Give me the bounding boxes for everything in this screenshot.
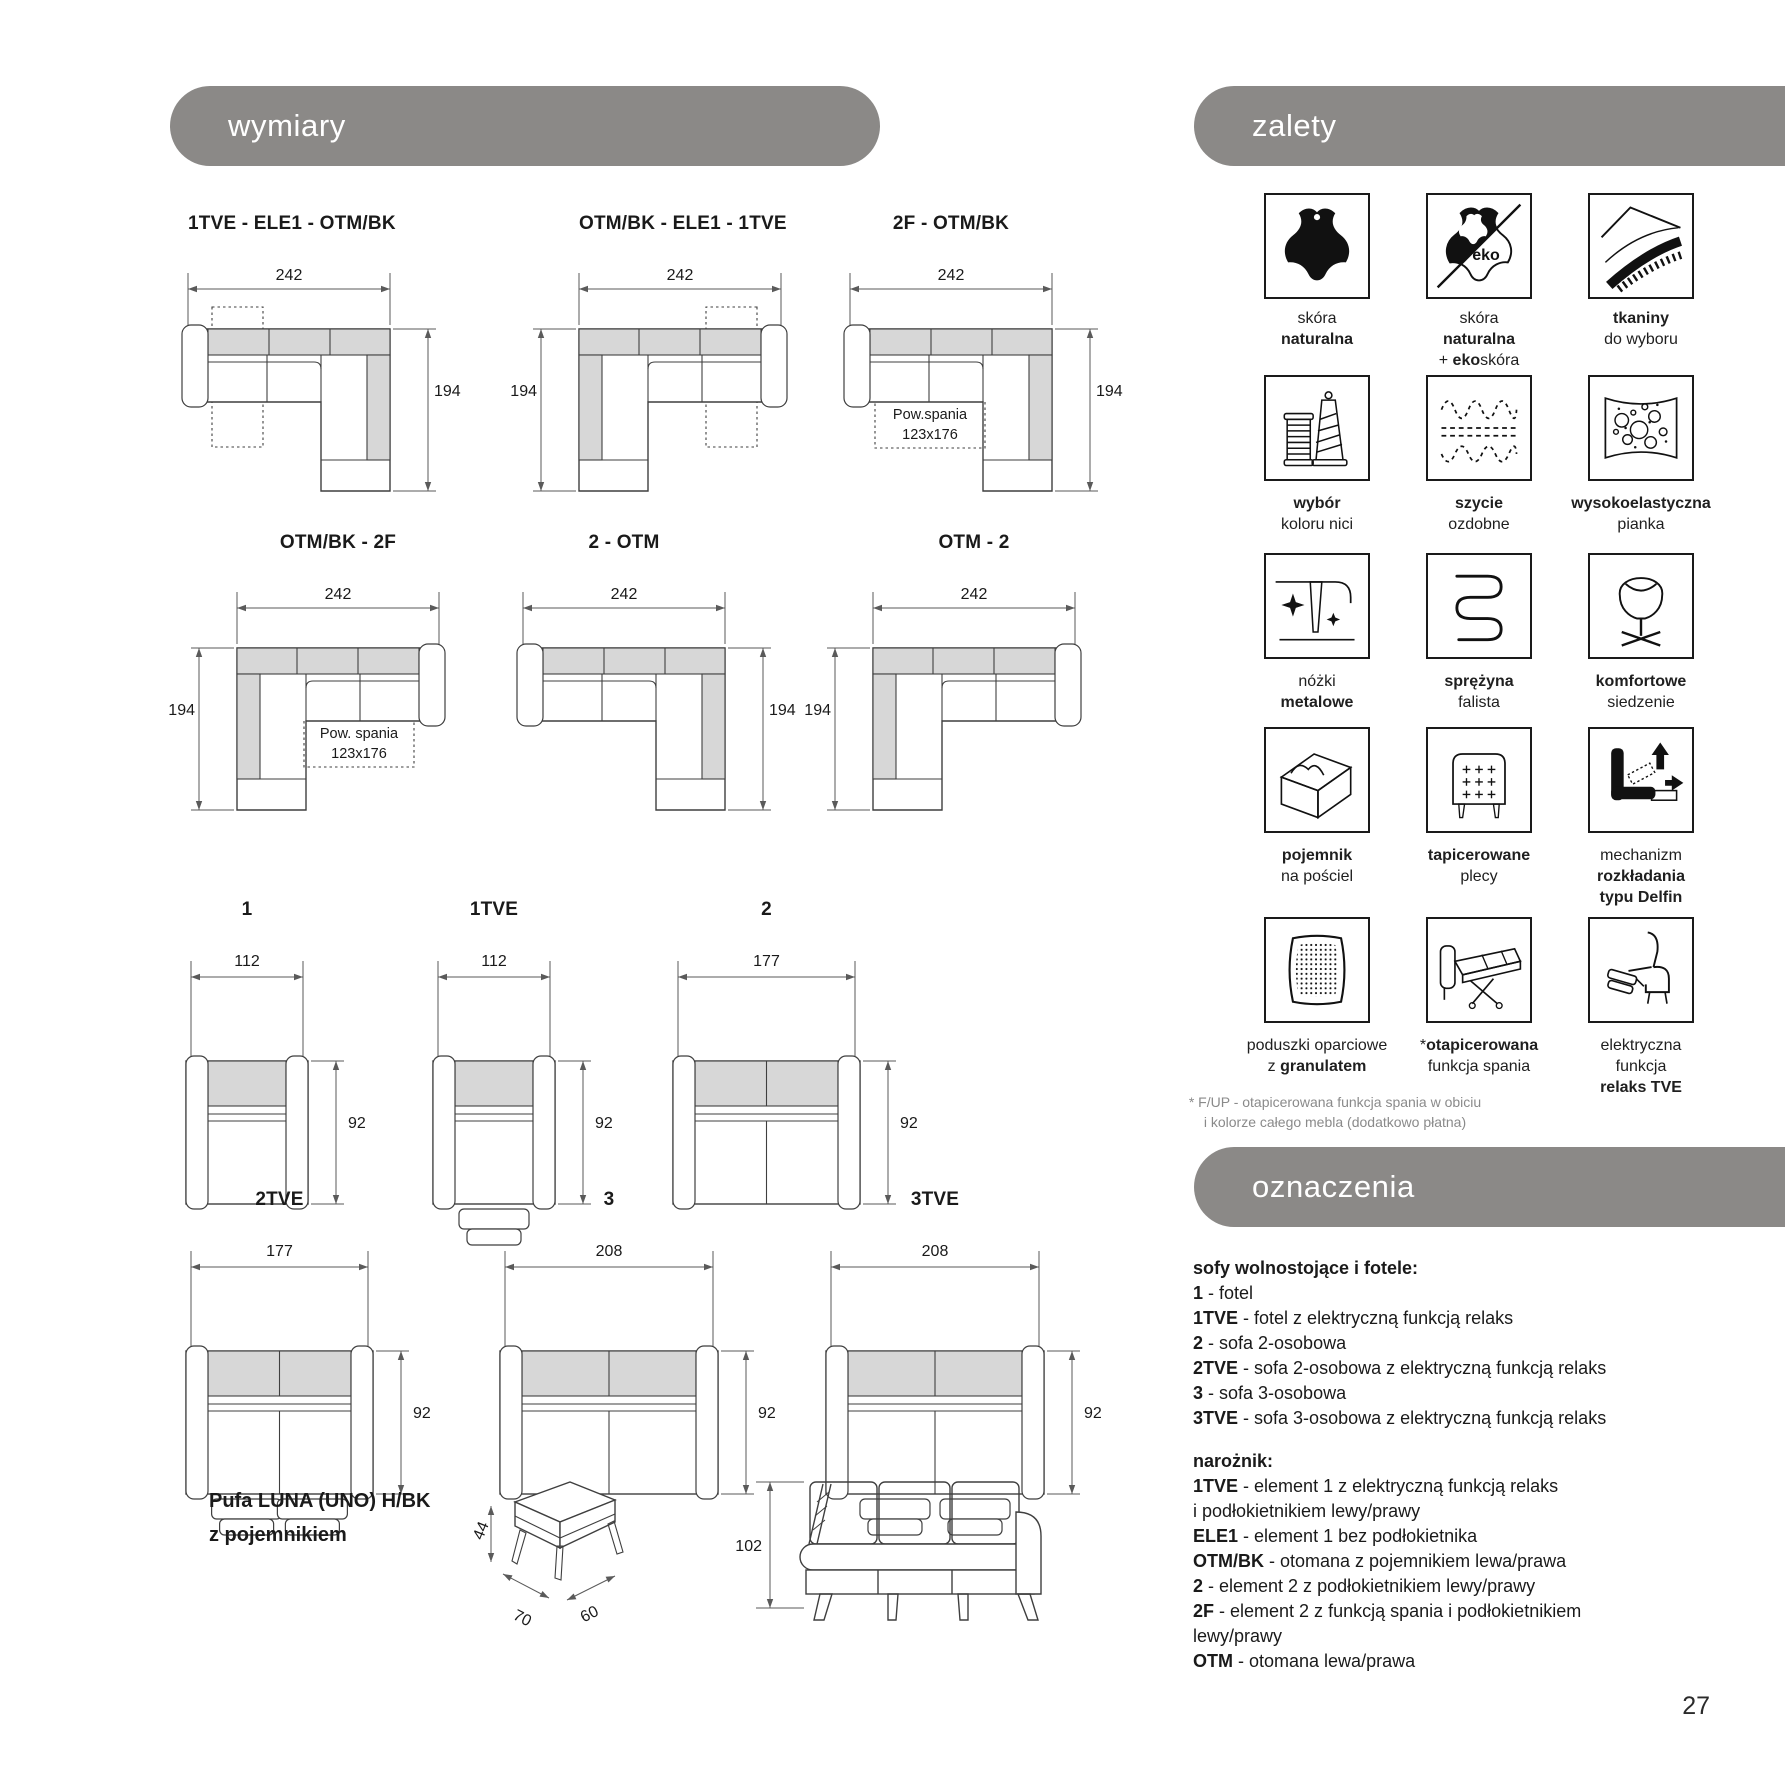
dim-width-label: 242 <box>324 586 352 603</box>
icon-label-skora-eko: skóra naturalna + ekoskóra <box>1438 310 1520 369</box>
dim-height-label: 92 <box>595 1115 613 1132</box>
dim-height-label: 92 <box>758 1405 776 1422</box>
icon-label-pianka: wysokoelastyczna pianka <box>1571 495 1711 533</box>
wymiary-header-label: wymiary <box>228 108 346 143</box>
sprezyna-falista-icon <box>1426 553 1532 659</box>
dim-height-label: 92 <box>1084 1405 1102 1422</box>
legend-line: 2TVE - sofa 2-osobowa z elektryczną funkcją relaks <box>1193 1358 1607 1378</box>
icon-label-pojemnik: pojemnik na pościel <box>1280 847 1354 885</box>
icon-label-relaks: elektryczna funkcja relaks TVE <box>1600 1037 1682 1096</box>
diagram-title: 1TVE <box>469 899 519 920</box>
icon-label-szycie: szycie ozdobne <box>1448 495 1510 533</box>
wymiary-header <box>170 86 880 166</box>
diagram-drawing <box>121 534 451 829</box>
diagram-drawing <box>757 534 1087 829</box>
dim-width-label: 177 <box>266 1243 293 1260</box>
legend-line: narożnik: <box>1193 1451 1274 1471</box>
poduszki-granulat-icon <box>1264 917 1370 1023</box>
dim-width-label: 242 <box>937 267 965 284</box>
diagram-title: 3 <box>603 1189 615 1210</box>
diagram-otm-2 <box>757 534 1087 829</box>
relaks-tve-icon <box>1588 917 1694 1023</box>
nozki-metalowe-icon <box>1264 553 1370 659</box>
dim-width-label: 112 <box>234 953 260 970</box>
funkcja-spania-icon <box>1426 917 1532 1023</box>
dim-height-label: 194 <box>168 702 195 719</box>
skora-eko-icon <box>1426 193 1532 299</box>
pouf-depth-label: 70 <box>510 1606 534 1631</box>
diagram-drawing <box>838 215 1168 510</box>
legend-line: ELE1 - element 1 bez podłokietnika <box>1193 1526 1478 1546</box>
tkaniny-icon <box>1588 193 1694 299</box>
icon-label-skora-naturalna: skóra naturalna <box>1280 310 1353 348</box>
oznaczenia-header-label: oznaczenia <box>1252 1169 1415 1204</box>
mechanizm-delfin-icon <box>1588 727 1694 833</box>
diagram-title: 1 <box>241 899 253 920</box>
icon-label-spanie: *otapicerowana funkcja spania <box>1419 1037 1539 1075</box>
sleep-area-size: 123x176 <box>902 427 958 443</box>
diagram-title: 2 <box>761 899 772 920</box>
diagram-otm-bk-2f <box>121 534 451 829</box>
page-number: 27 <box>1682 1692 1710 1720</box>
icon-label-plecy: tapicerowane plecy <box>1427 847 1531 885</box>
tapicerowane-plecy-icon <box>1426 727 1532 833</box>
dim-width-label: 242 <box>960 586 988 603</box>
dim-width-label: 242 <box>666 267 694 284</box>
dim-height-label: 92 <box>413 1405 431 1422</box>
sleep-area-size: 123x176 <box>331 746 387 762</box>
pouf-drawing <box>475 1468 655 1668</box>
icon-label-sprezyna: sprężyna falista <box>1444 673 1514 711</box>
pouf-width-label: 60 <box>577 1602 602 1627</box>
legend-line: 3 - sofa 3-osobowa <box>1193 1383 1347 1403</box>
diagram-title: OTM/BK - 2F <box>279 532 397 553</box>
dim-width-label: 208 <box>921 1243 949 1260</box>
legend-line: i podłokietnikiem lewy/prawy <box>1193 1501 1421 1521</box>
legend-line: lewy/prawy <box>1193 1626 1283 1646</box>
legend-line: OTM/BK - otomana z pojemnikiem lewa/prawa <box>1193 1551 1567 1571</box>
footnote <box>1170 1092 1500 1132</box>
wybor-nici-icon <box>1264 375 1370 481</box>
diagram-title: 3TVE <box>910 1189 960 1210</box>
pianka-icon <box>1588 375 1694 481</box>
diagram-title: OTM/BK - ELE1 - 1TVE <box>579 213 787 234</box>
legend-naroznik <box>1193 1449 1753 1674</box>
sofa-front-view <box>712 1468 1057 1638</box>
diagram-title: 2F - OTM/BK <box>892 213 1010 234</box>
icon-label-tkaniny: tkaniny do wyboru <box>1604 310 1678 348</box>
legend-line: 1TVE - element 1 z elektryczną funkcją relaks <box>1193 1476 1559 1496</box>
szycie-ozdobne-icon <box>1426 375 1532 481</box>
legend-line: 2 - sofa 2-osobowa <box>1193 1333 1347 1353</box>
legend-line: 1TVE - fotel z elektryczną funkcją relaks <box>1193 1308 1514 1328</box>
diagram-2f-otm-bk <box>838 215 1168 510</box>
legend-sofy-fotele <box>1193 1256 1753 1431</box>
legend-line: 3TVE - sofa 3-osobowa z elektryczną funkcją relaks <box>1193 1408 1607 1428</box>
komfortowe-siedzenie-icon <box>1588 553 1694 659</box>
legend-line: 1 - fotel <box>1193 1283 1254 1303</box>
dim-height-label: 194 <box>769 702 796 719</box>
legend-line: OTM - otomana lewa/prawa <box>1193 1651 1416 1671</box>
zalety-header-label: zalety <box>1252 108 1337 143</box>
sofa-front-drawing <box>712 1468 1057 1633</box>
icon-label-wybor-nici: wybór koloru nici <box>1280 495 1354 533</box>
dim-width-label: 177 <box>753 953 780 970</box>
dim-height-label: 194 <box>510 383 537 400</box>
pufa-label <box>209 1484 430 1552</box>
diagram-otm-bk-ele1-1tve <box>463 215 793 510</box>
dim-width-label: 208 <box>595 1243 623 1260</box>
icon-label-poduszki: poduszki oparciowe z granulatem <box>1246 1037 1388 1075</box>
sleep-area-label: Pow.spania <box>892 407 968 423</box>
legend-line: sofy wolnostojące i fotele: <box>1193 1258 1419 1278</box>
diagram-title: OTM - 2 <box>938 532 1010 553</box>
dim-height-label: 92 <box>900 1115 918 1132</box>
eko-label: eko <box>1472 247 1500 264</box>
icon-label-siedzenie: komfortowe siedzenie <box>1595 673 1687 711</box>
dim-height-label: 92 <box>348 1115 366 1132</box>
sleep-area-label: Pow. spania <box>319 726 399 742</box>
dim-height-label: 194 <box>434 383 461 400</box>
footnote-line1: * F/UP - otapicerowana funkcja spania w obiciu <box>1188 1094 1482 1110</box>
icon-label-nozki: nóżki metalowe <box>1280 673 1354 711</box>
diagram-title: 2TVE <box>255 1189 304 1210</box>
zalety-header <box>1194 86 1785 166</box>
sofa-front-height-label: 102 <box>735 1538 762 1555</box>
oznaczenia-header <box>1194 1147 1785 1227</box>
dim-height-label: 194 <box>1096 383 1123 400</box>
diagram-drawing <box>463 215 793 510</box>
diagram-title: 1TVE - ELE1 - OTM/BK <box>188 213 396 234</box>
dim-width-label: 242 <box>275 267 303 284</box>
skora-naturalna-icon <box>1264 193 1370 299</box>
footnote-line2: i kolorze całego mebla (dodatkowo płatna) <box>1203 1114 1467 1130</box>
diagram-title: 2 - OTM <box>588 532 660 553</box>
pufa-label-line2: z pojemnikiem <box>209 1524 347 1546</box>
icon-label-delfin: mechanizm rozkładania typu Delfin <box>1596 847 1686 906</box>
legend-line: 2 - element 2 z podłokietnikiem lewy/prawy <box>1193 1576 1536 1596</box>
pojemnik-icon <box>1264 727 1370 833</box>
dim-width-label: 242 <box>610 586 638 603</box>
pouf-height-label: 44 <box>470 1519 493 1543</box>
legend-line: 2F - element 2 z funkcją spania i podłokietnikiem <box>1193 1601 1582 1621</box>
diagram-drawing <box>176 215 506 510</box>
pufa-label-line1: Pufa LUNA (UNO) H/BK <box>209 1490 431 1512</box>
pouf-diagram <box>470 1468 655 1678</box>
dim-width-label: 112 <box>481 953 507 970</box>
dim-height-label: 194 <box>804 702 831 719</box>
diagram-1tve-ele1-otm-bk <box>176 215 506 510</box>
